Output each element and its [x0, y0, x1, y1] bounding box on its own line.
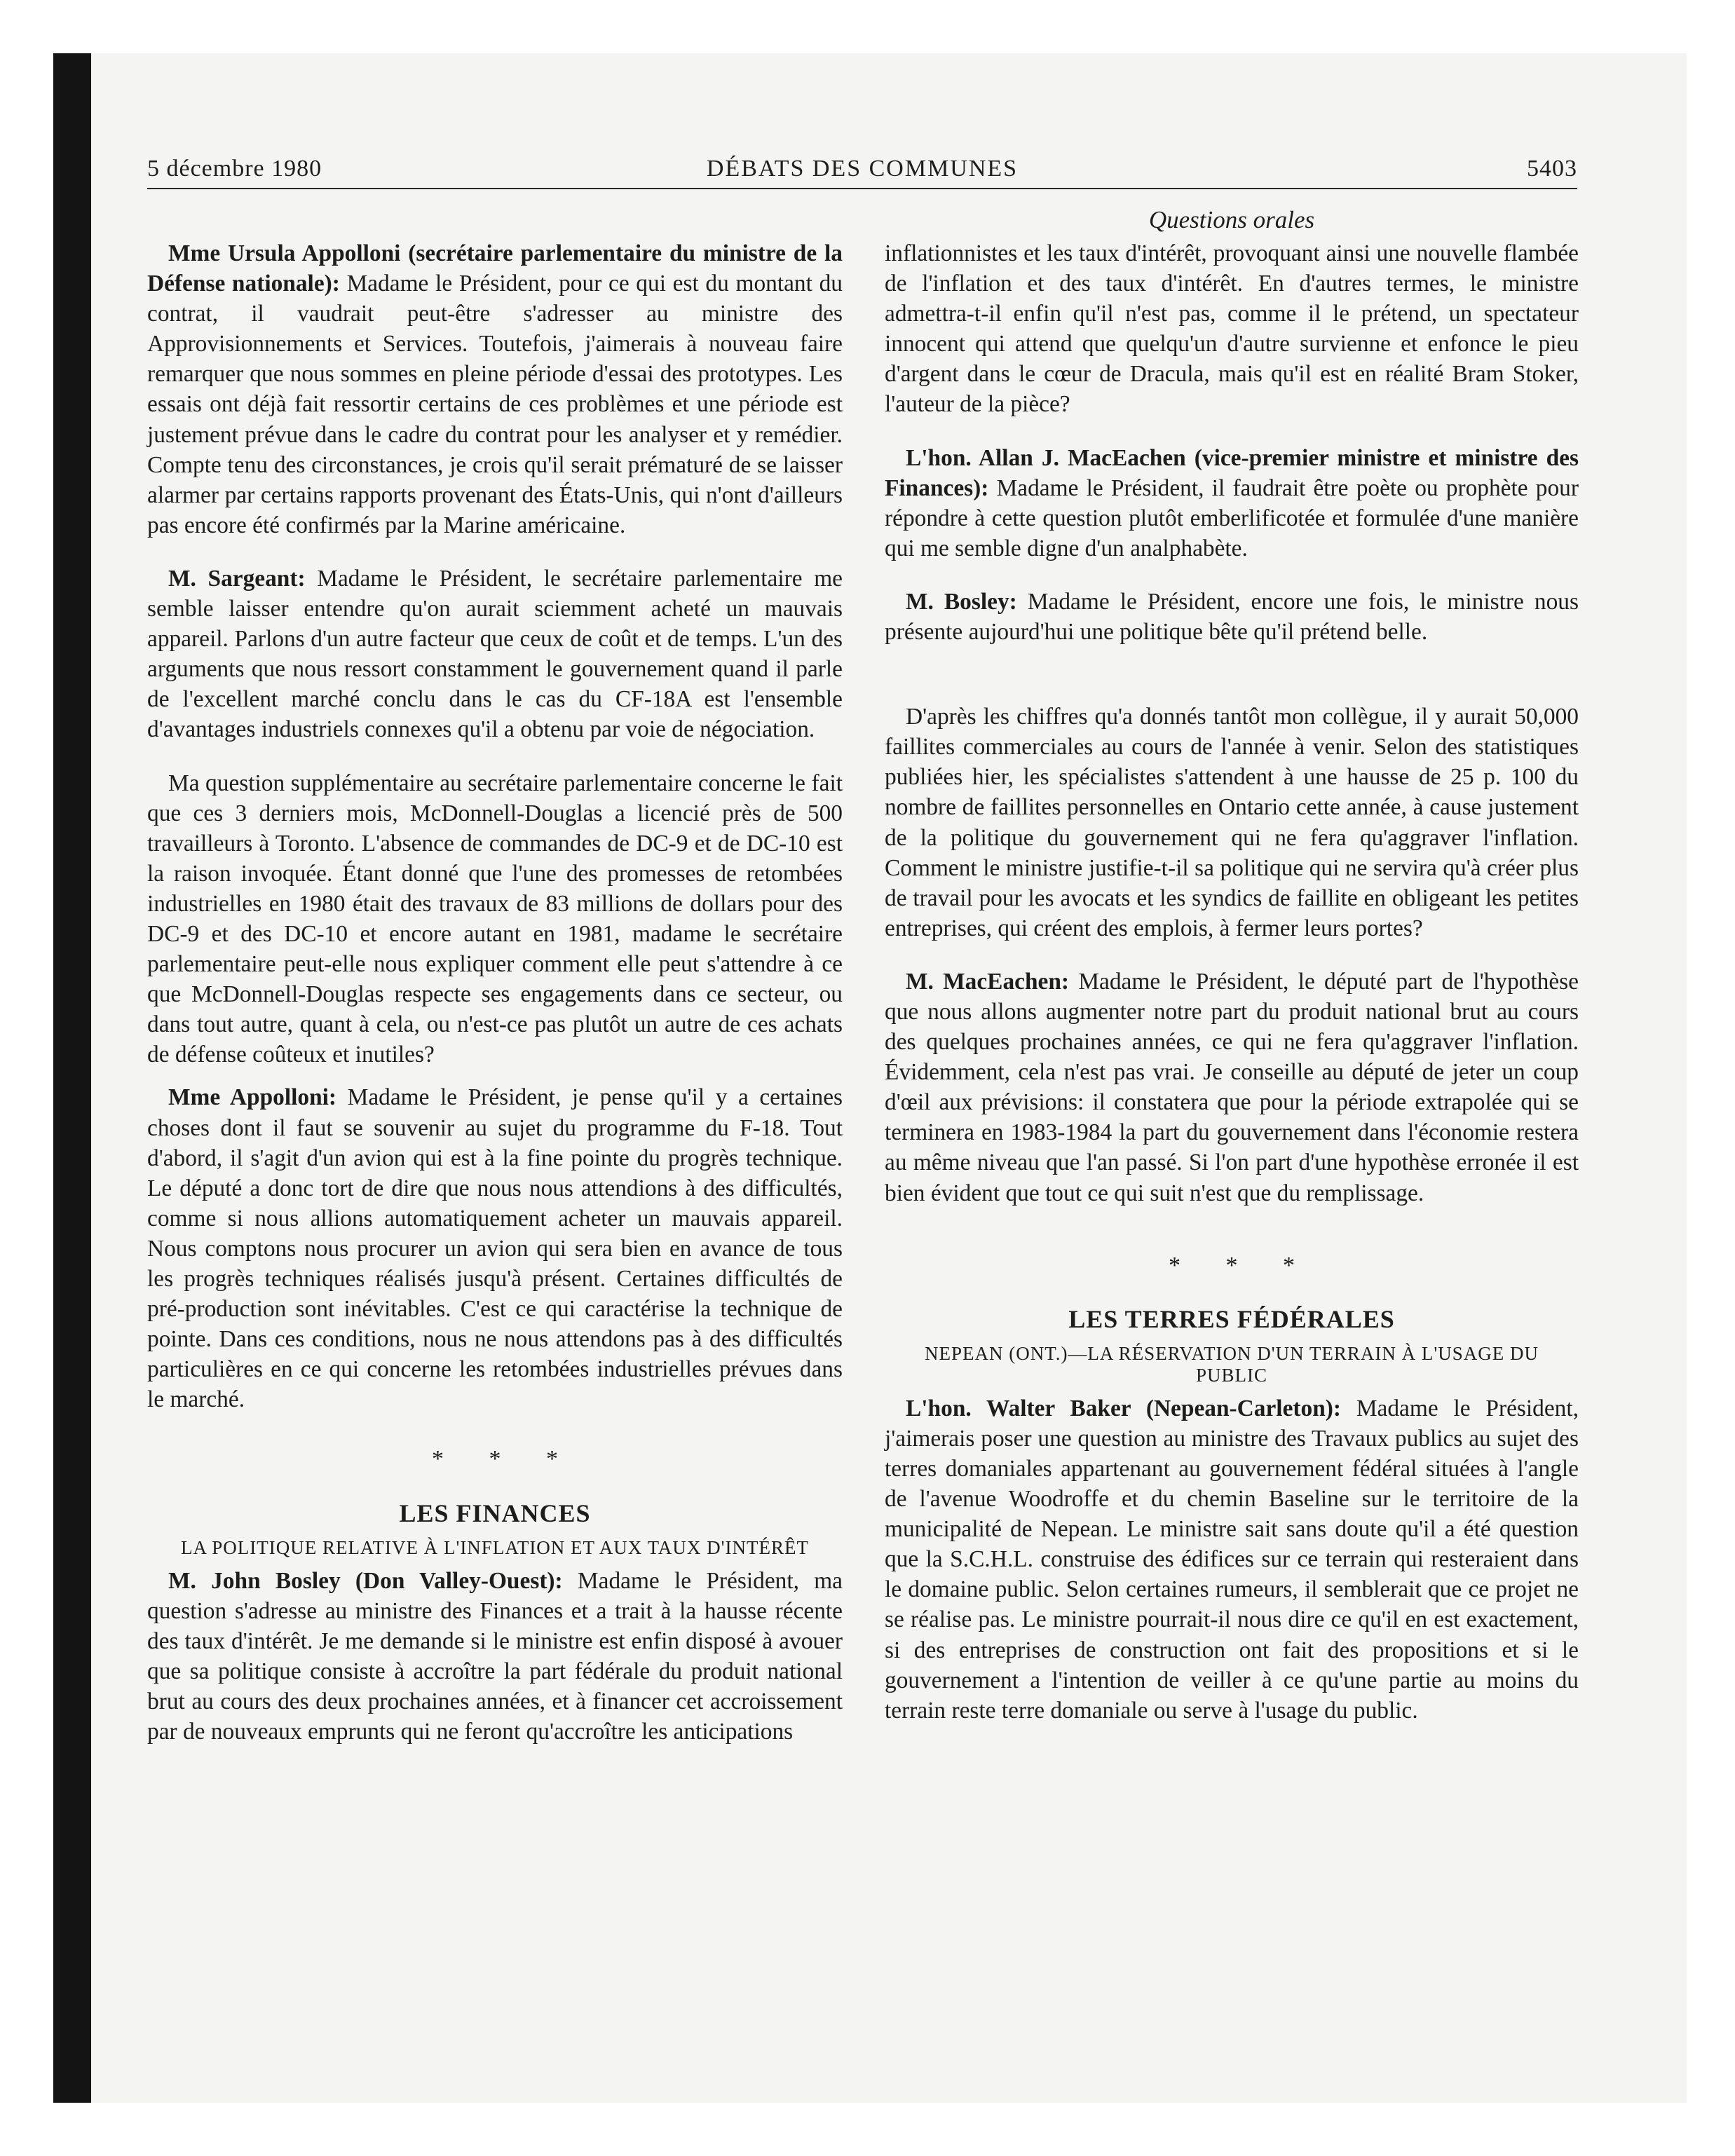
section-subtitle: NEPEAN (ONT.)—LA RÉSERVATION D'UN TERRAIN À L'USAGE DU PUBLIC	[924, 1342, 1539, 1386]
header-date: 5 décembre 1980	[147, 156, 322, 182]
left-column	[147, 238, 843, 1747]
section-title: LES TERRES FÉDÉRALES	[1068, 1304, 1395, 1333]
paragraph-text: Madame le Président, ma question s'adresse au ministre des Finances et a trait à la hausse récente des taux d'intérêt. Je me demande si le ministre est enfin disposé à avouer que sa politique consiste à accroître la part fédérale du produit national brut au cours des deux prochaines années, et à financer cet accroissement par de nouveaux emprunts qui ne feront qu'accroître les anticipations	[147, 1567, 843, 1745]
paragraph-text: Madame le Président, le secrétaire parlementaire me semble laisser entendre qu'on aurait sciemment acheté un mauvais appareil. Parlons d'un autre facteur que ceux de coût et de temps. L'un des arguments que nous ressort constamment le gouvernement quand il parle de l'excellent marché conclu dans le cas du CF-18A est l'ensemble d'avantages industriels connexes qu'il a obtenu par voie de négociation.	[147, 565, 843, 743]
paragraph-text: Madame le Président, pour ce qui est du montant du contrat, il vaudrait peut-être s'adresser au ministre des Approvisionnements et Services. Toutefois, j'aimerais à nouveau faire remarquer que nous sommes en pleine période d'essai des prototypes. Les essais ont déjà fait ressortir certains de ces problèmes et une période est justement prévue dans le cadre du contrat pour les analyser et y remédier. Compte tenu des circonstances, je crois qu'il serait prématuré de se laisser alarmer par certains rapports provenant des États-Unis, qui n'ont d'ailleurs pas encore été confirmés par la Marine américaine.	[147, 271, 843, 538]
paragraph	[147, 1082, 843, 1414]
header-page-number: 5403	[1527, 156, 1577, 182]
section-separator: * * *	[432, 1446, 578, 1473]
speaker-name: M. Sargeant:	[168, 565, 306, 592]
paragraph-text: D'après les chiffres qu'a donnés tantôt mon collègue, il y aurait 50,000 faillites commerciales au cours de l'année à venir. Selon des statistiques publiées hier, les spécialistes s'attendent à une hausse de 25 p. 100 du nombre de faillites personnelles en Ontario cette année, à cause justement de la politique du gouvernement qui ne fera qu'aggraver l'inflation. Comment le ministre justifie-t-il sa politique qui ne servira qu'à créer plus de travail pour les avocats et les syndics de faillite en obligeant les petites entreprises, qui créent des emplois, à fermer leurs portes?	[885, 704, 1579, 941]
paragraph	[885, 967, 1579, 1208]
right-column	[885, 238, 1579, 1726]
paragraph	[147, 564, 843, 745]
paragraph	[147, 1566, 843, 1747]
page-header	[147, 156, 1577, 191]
paragraph-text: Madame le Président, il faudrait être poète ou prophète pour répondre à cette question plutôt emberlificotée et formulée d'une manière qui me semble digne d'un analphabète.	[885, 475, 1579, 561]
scan-edge-bar	[53, 53, 91, 2103]
speaker-name: L'hon. Walter Baker (Nepean-Carleton):	[906, 1395, 1342, 1421]
paragraph	[885, 587, 1579, 647]
paragraph-text: Ma question supplémentaire au secrétaire parlementaire concerne le fait que ces 3 derniers mois, McDonnell-Douglas a licencié près de 500 travailleurs à Toronto. L'absence de commandes de DC-9 et de DC-10 est la raison invoquée. Étant donné que l'une des promesses de retombées industrielles en 1980 était des travaux de 83 millions de dollars pour des DC-9 et des DC-10 et encore autant en 1981, madame le secrétaire parlementaire peut-elle nous expliquer comment elle peut s'attendre à ce que McDonnell-Douglas respecte ses engagements dans ce secteur, ou dans tout autre, quant à cela, ou n'est-ce pas plutôt un autre de ces achats de défense coûteux et inutiles?	[147, 770, 843, 1068]
paragraph	[147, 238, 843, 540]
section-title: LES FINANCES	[399, 1499, 591, 1527]
paragraph	[885, 1393, 1579, 1726]
paragraph-text: Madame le Président, encore une fois, le ministre nous présente aujourd'hui une politique bête qu'il prétend belle.	[885, 588, 1579, 646]
paragraph-text: Madame le Président, j'aimerais poser une question au ministre des Travaux publics au sujet des terres domaniales appartenant au gouvernement fédéral situées à l'angle de l'avenue Woodroffe et du chemin Baseline sur le territoire de la municipalité de Nepean. Le ministre sait sans doute qu'il a été question que la S.C.H.L. construise des édifices sur ce terrain qui resteraient dans le domaine public. Selon certaines rumeurs, il semblerait que ce projet ne se réalise pas. Le ministre pourrait-il nous dire ce qu'il en est exactement, si des entreprises de construction ont fait des propositions et si le gouvernement a l'intention de veiller à ce qu'une partie au moins du terrain reste terre domaniale ou serve à l'usage du public.	[885, 1395, 1579, 1724]
header-title: DÉBATS DES COMMUNES	[706, 156, 1019, 182]
speaker-name: Mme Appolloni:	[168, 1084, 337, 1111]
speaker-name: M. Bosley:	[906, 588, 1017, 615]
paragraph	[147, 768, 843, 1070]
paragraph	[885, 702, 1579, 943]
paragraph	[885, 238, 1579, 420]
paragraph-text: Madame le Président, je pense qu'il y a certaines choses dont il faut se souvenir au sujet du programme du F-18. Tout d'abord, il s'agit d'un avion qui est à la fine pointe du progrès technique. Le député a donc tort de dire que nous nous attendions à des difficultés, comme si nous allions automatiquement acheter un mauvais appareil. Nous comptons nous procurer un avion qui sera bien en avance de tous les progrès techniques réalisés jusqu'à présent. Certaines difficultés de pré-production sont inévitables. C'est ce qui caractérise la technique de pointe. Dans ces conditions, nous ne nous attendons pas à des difficultés particulières en ce qui concerne les retombées industrielles prévues dans le marché.	[147, 1084, 843, 1413]
paragraph-text: Madame le Président, le député part de l'hypothèse que nous allons augmenter notre part du produit national brut au cours des quelques prochaines années, ce qui ne fera qu'aggraver l'inflation. Évidemment, cela n'est pas vrai. Je conseille au député de jeter un coup d'œil aux prévisions: il constatera que pour la période extrapolée qui se terminera en 1983-1984 la part du gouvernement dans l'économie restera au même niveau que l'an passé. Si l'on part d'une hypothèse erronée il est bien évident que tout ce qui suit n'est que du remplissage.	[885, 968, 1579, 1206]
paragraph	[885, 443, 1579, 564]
section-subtitle: LA POLITIQUE RELATIVE À L'INFLATION ET AUX TAUX D'INTÉRÊT	[181, 1536, 809, 1558]
running-head: Questions orales	[1148, 206, 1315, 233]
header-rule	[147, 188, 1577, 189]
section-separator: * * *	[1169, 1252, 1314, 1278]
speaker-name: M. MacEachen:	[906, 968, 1070, 995]
paragraph-text: inflationnistes et les taux d'intérêt, provoquant ainsi une nouvelle flambée de l'inflation et des taux d'intérêt. En d'autres termes, le ministre admettra-t-il enfin qu'il n'est pas, comme il le prétend, un spectateur innocent qui attend que quelqu'un d'autre survienne et enfonce le pieu d'argent dans le cœur de Dracula, mais qu'il est en réalité Bram Stoker, l'auteur de la pièce?	[885, 240, 1579, 418]
speaker-name: M. John Bosley (Don Valley-Ouest):	[168, 1567, 563, 1594]
speaker-name: L'hon. Allan J. MacEachen (vice-premier ministre et ministre des Finances):	[885, 444, 1579, 501]
speaker-name: Mme Ursula Appolloni (secrétaire parlementaire du ministre de la Défense nationale):	[147, 240, 843, 297]
